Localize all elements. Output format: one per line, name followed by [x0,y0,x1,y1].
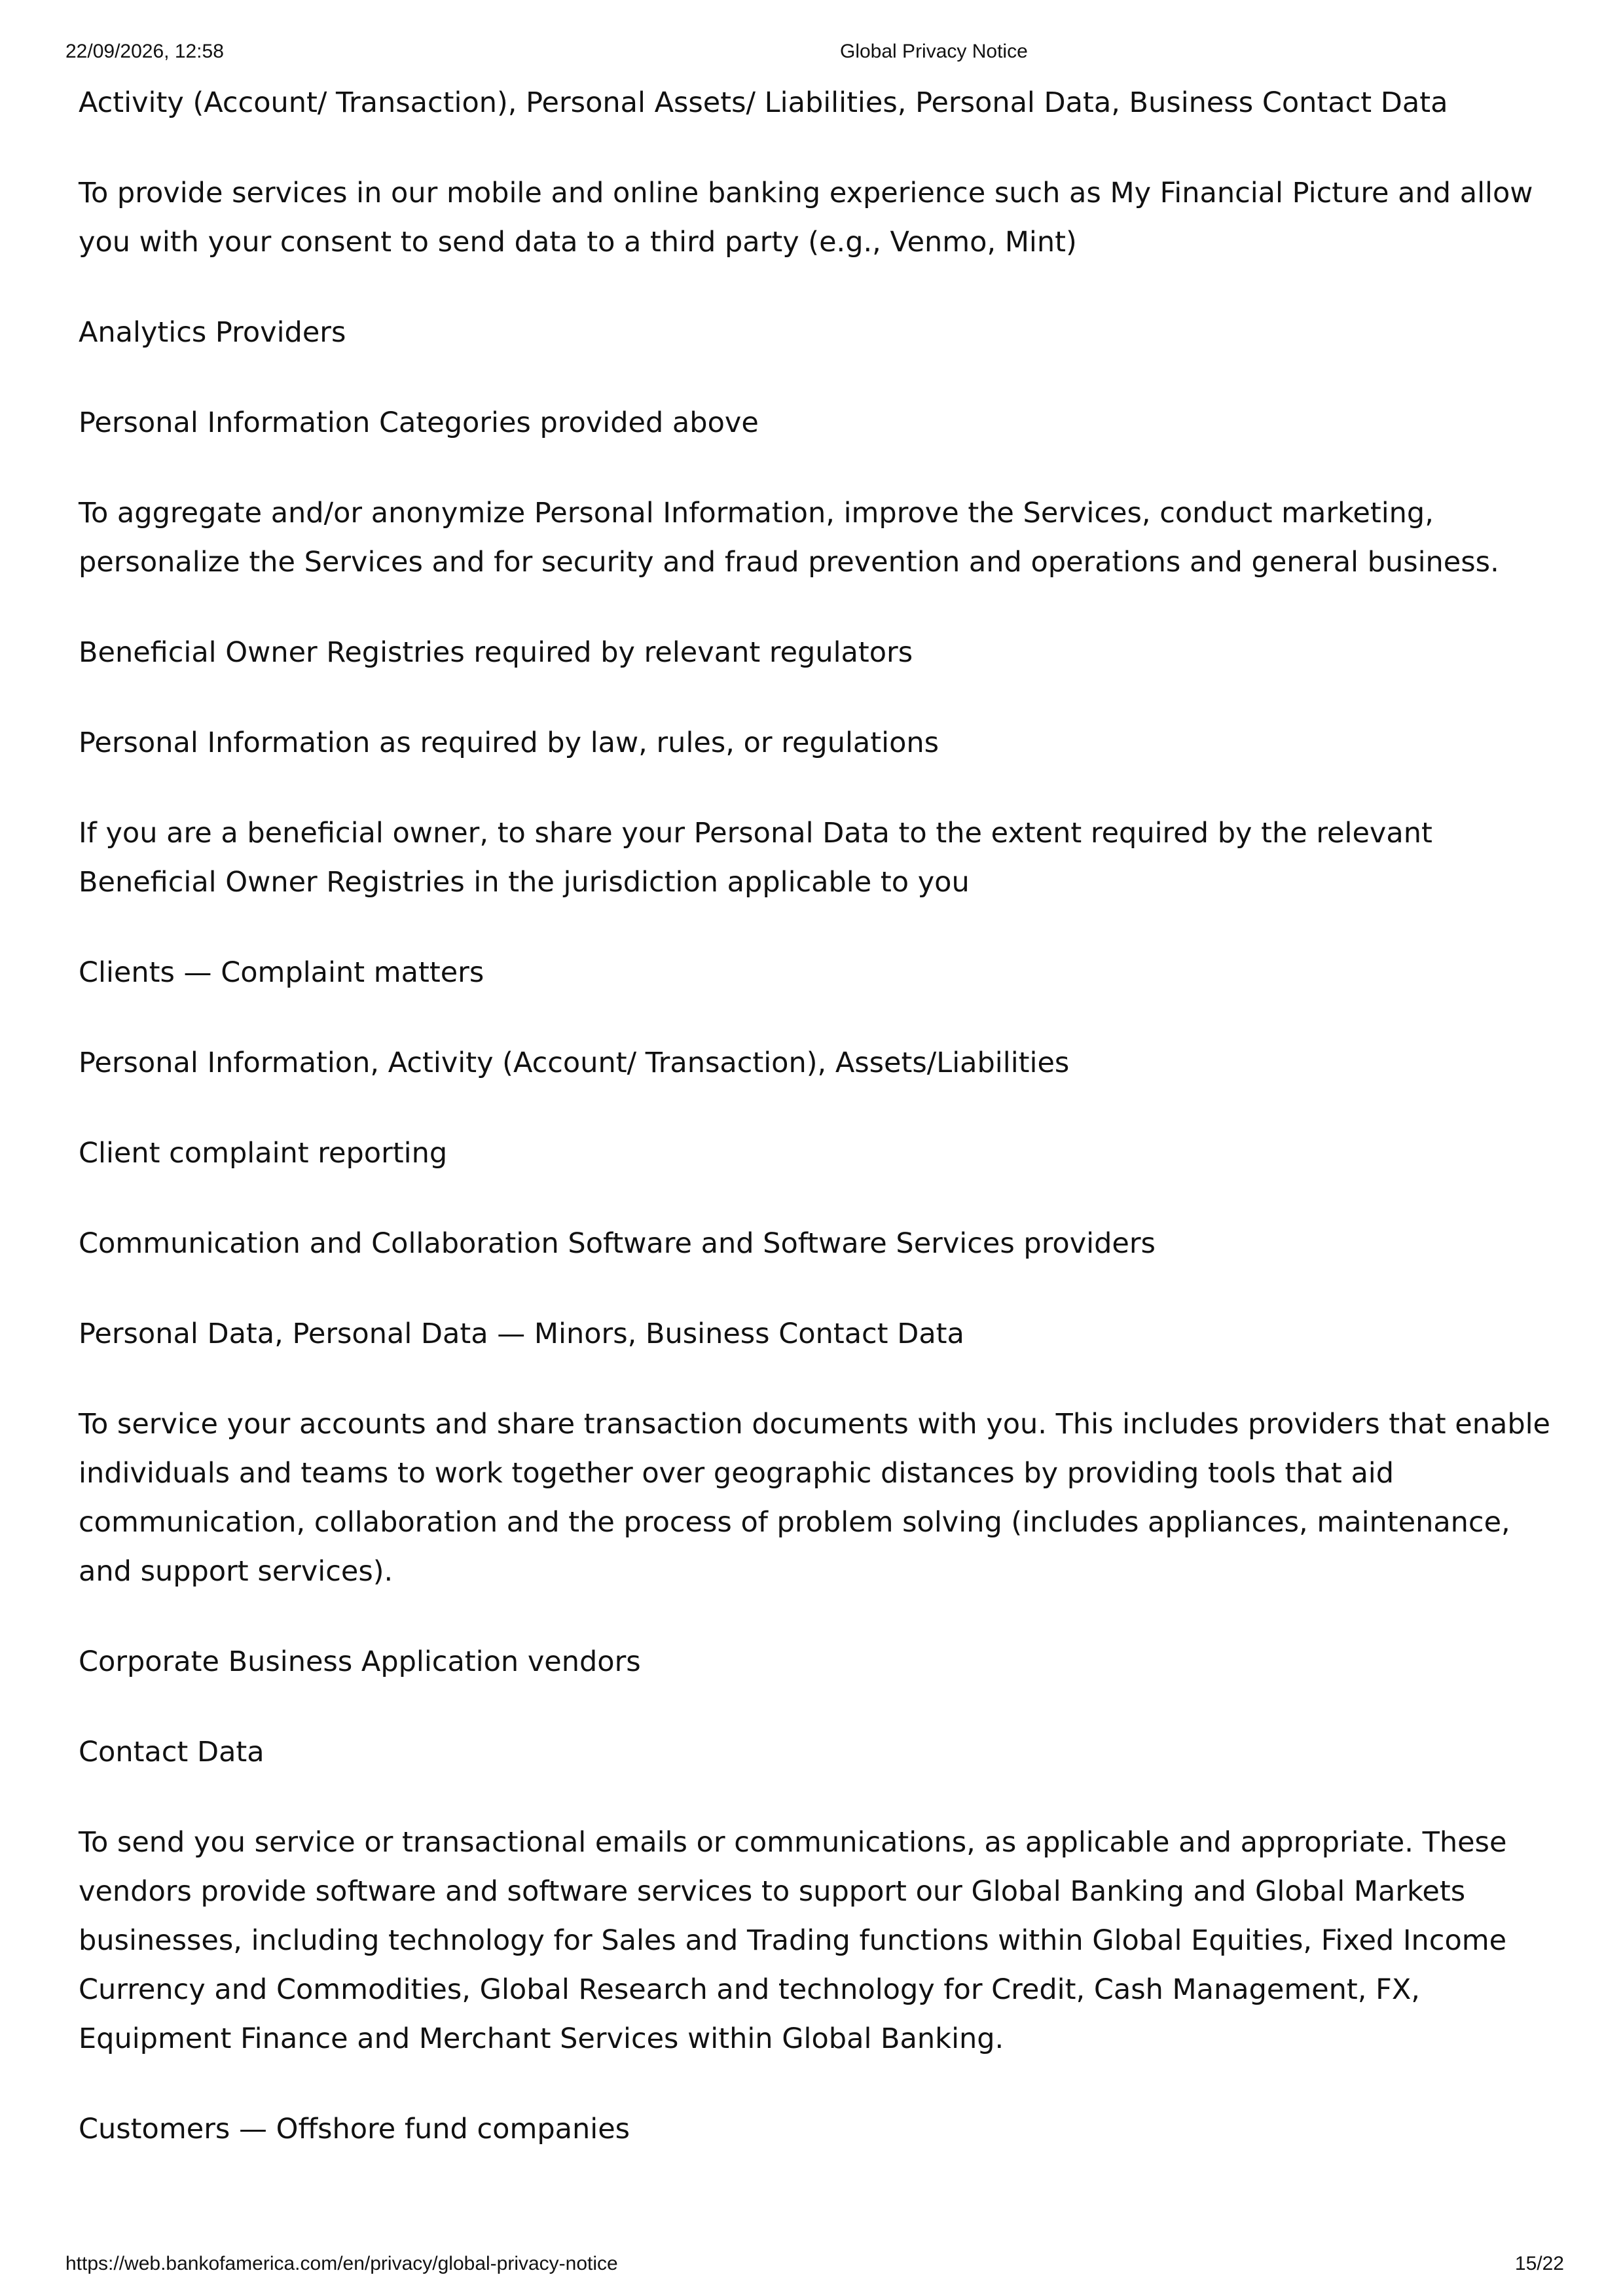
paragraph: To provide services in our mobile and online banking experience such as My Financial Picture and allow you with your consent to send data to a third party (e.g., Venmo, Mint) [79,177,1533,259]
paragraph: Beneficial Owner Registries required by relevant regulators [79,636,913,669]
paragraph: Corporate Business Application vendors [79,1645,641,1678]
paragraph: Personal Information Categories provided above [79,406,759,439]
print-header [0,41,1623,67]
paragraph: Customers — Offshore fund companies [79,2113,630,2145]
paragraph: Personal Information as required by law, rules, or regulations [79,726,939,759]
paragraph: Personal Information, Activity (Account/ Transaction), Assets/Liabilities [79,1047,1070,1079]
paragraph: Client complaint reporting [79,1137,448,1170]
paragraph: Activity (Account/ Transaction), Personal Assets/ Liabilities, Personal Data, Business Contact Data [79,86,1448,119]
paragraph: Analytics Providers [79,316,346,349]
print-url: https://web.bankofamerica.com/en/privacy/global-privacy-notice [65,2253,618,2274]
paragraph: Clients — Complaint matters [79,956,484,989]
document-body [79,79,1552,2195]
paragraph: Contact Data [79,1736,264,1768]
paragraph: To service your accounts and share transaction documents with you. This includes providers that enable individuals and teams to work together over geographic distances by providing tools that aid communication, collaboration and the process of problem solving (includes appliances, maintenance, and support services). [79,1408,1551,1588]
paragraph: To send you service or transactional emails or communications, as applicable and appropriate. These vendors provide software and software services to support our Global Banking and Global Markets businesses, including technology for Sales and Trading functions within Global Equities, Fixed Income Currency and Commodities, Global Research and technology for Credit, Cash Management, FX, Equipment Finance and Merchant Services within Global Banking. [79,1826,1507,2055]
paragraph: To aggregate and/or anonymize Personal Information, improve the Services, conduct marketing, personalize the Services and for security and fraud prevention and operations and general business. [79,497,1499,579]
print-footer [0,2253,1623,2279]
paragraph: Personal Data, Personal Data — Minors, Business Contact Data [79,1318,964,1350]
print-datetime: 22/09/2026, 12:58 [65,41,224,62]
paragraph: Communication and Collaboration Software and Software Services providers [79,1227,1156,1260]
print-page-title: Global Privacy Notice [840,41,1028,62]
page-number: 15/22 [1514,2253,1564,2274]
paragraph: If you are a beneficial owner, to share your Personal Data to the extent required by the relevant Beneficial Owner Registries in the jurisdiction applicable to you [79,817,1432,899]
